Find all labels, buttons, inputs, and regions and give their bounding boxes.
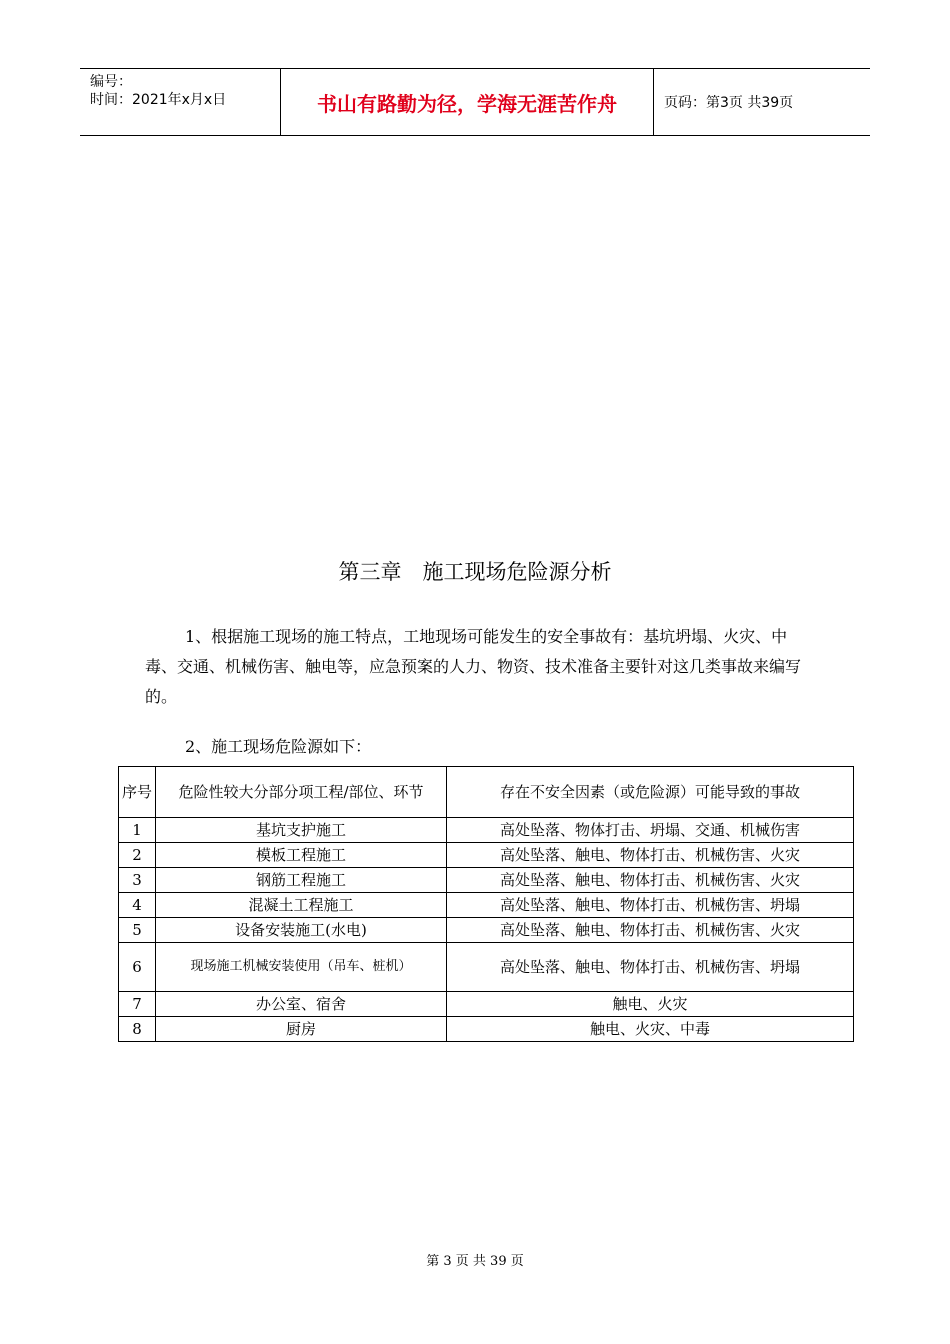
hazard-table (118, 766, 854, 1042)
header-motto: 书山有路勤为径，学海无涯苦作舟 (280, 69, 654, 135)
row-no: 3 (119, 868, 156, 893)
row-hazard: 高处坠落、触电、物体打击、机械伤害、坍塌 (447, 943, 854, 992)
row-item: 厨房 (156, 1017, 447, 1042)
row-hazard: 高处坠落、触电、物体打击、机械伤害、火灾 (447, 843, 854, 868)
chapter-title: 第三章 施工现场危险源分析 (338, 560, 612, 584)
row-hazard: 高处坠落、触电、物体打击、机械伤害、火灾 (447, 868, 854, 893)
row-no: 7 (119, 992, 156, 1017)
row-item: 基坑支护施工 (156, 818, 447, 843)
table-row (119, 992, 854, 1017)
row-hazard: 触电、火灾、中毒 (447, 1017, 854, 1042)
row-item: 办公室、宿舍 (156, 992, 447, 1017)
row-item: 混凝土工程施工 (156, 893, 447, 918)
table-row (119, 893, 854, 918)
time-label: 时间：2021年x月x日 (90, 92, 227, 108)
row-no: 5 (119, 918, 156, 943)
paragraph-2: 2、施工现场危险源如下： (185, 737, 372, 756)
row-item: 模板工程施工 (156, 843, 447, 868)
table-row (119, 943, 854, 992)
row-hazard: 高处坠落、触电、物体打击、机械伤害、坍塌 (447, 893, 854, 918)
table-row (119, 843, 854, 868)
table-row (119, 868, 854, 893)
table-row (119, 918, 854, 943)
row-no: 1 (119, 818, 156, 843)
row-item: 设备安装施工(水电) (156, 918, 447, 943)
page-header (80, 68, 870, 136)
page-footer: 第 3 页 共 39 页 (426, 1254, 524, 1269)
header-item: 危险性较大分部分项工程/部位、环节 (156, 767, 447, 818)
header-meta (80, 69, 280, 135)
paragraph-1: 1、根据施工现场的施工特点，工地现场可能发生的安全事故有：基坑坍塌、火灾、中毒、交通、机械伤害、触电等，应急预案的人力、物资、技术准备主要针对这几类事故来编写的。 (145, 627, 802, 706)
row-no: 8 (119, 1017, 156, 1042)
row-hazard: 高处坠落、触电、物体打击、机械伤害、火灾 (447, 918, 854, 943)
header-no: 序号 (119, 767, 156, 818)
row-no: 2 (119, 843, 156, 868)
table-row (119, 818, 854, 843)
header-hazard: 存在不安全因素（或危险源）可能导致的事故 (447, 767, 854, 818)
row-item: 现场施工机械安装使用（吊车、桩机） (156, 943, 447, 992)
row-no: 4 (119, 893, 156, 918)
row-hazard: 触电、火灾 (447, 992, 854, 1017)
header-page-info: 页码：第3页 共39页 (664, 95, 794, 111)
number-label: 编号： (90, 74, 132, 90)
table-row (119, 1017, 854, 1042)
row-item: 钢筋工程施工 (156, 868, 447, 893)
table-header-row (119, 767, 854, 818)
row-no: 6 (119, 943, 156, 992)
row-hazard: 高处坠落、物体打击、坍塌、交通、机械伤害 (447, 818, 854, 843)
